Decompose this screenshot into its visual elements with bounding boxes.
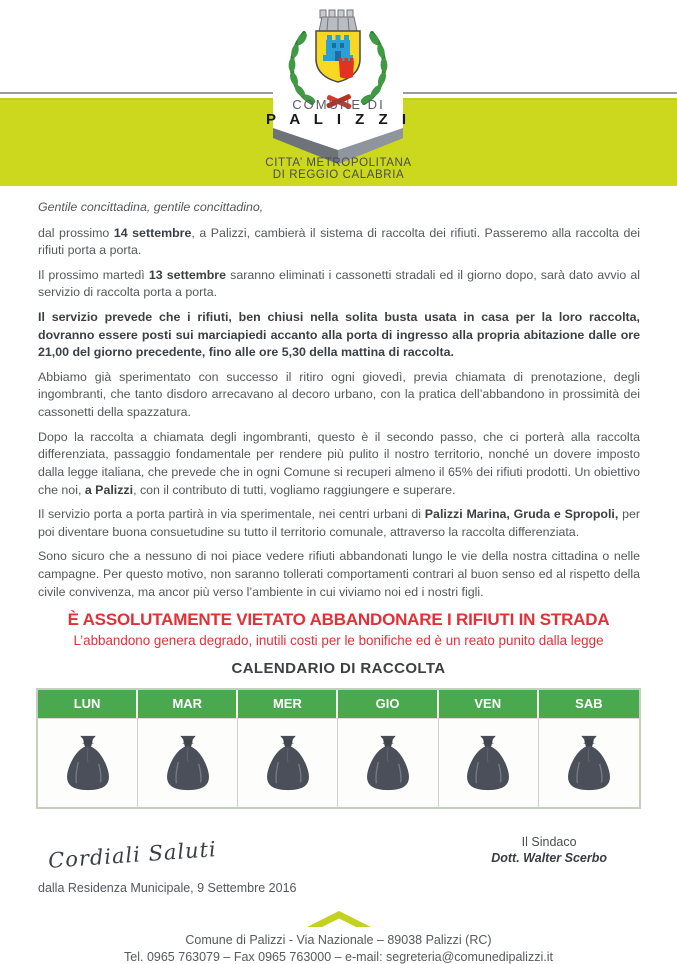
metropolitan-city-line1: CITTA’ METROPOLITANA xyxy=(265,157,412,169)
letter-paragraph: Il servizio porta a porta partirà in via sperimentale, nei centri urbani di Palizzi Marina, Gruda e Spropoli, per poi diventare buona consuetudine su tutto il territorio comunale, attraverso la raccolta differenziata. xyxy=(38,507,640,539)
footer-address: Comune di Palizzi - Via Nazionale – 89038 Palizzi (RC) xyxy=(185,933,492,948)
letter-body xyxy=(38,225,640,602)
trash-bag-icon xyxy=(59,733,117,793)
mayor-role: Il Sindaco xyxy=(521,835,577,850)
place-and-date: dalla Residenza Municipale, 9 Settembre 2016 xyxy=(38,881,297,896)
footer xyxy=(0,911,677,964)
calendar-day-header: LUN xyxy=(38,690,138,718)
municipality-label: COMUNE DI xyxy=(292,97,385,112)
letter-paragraph: Il prossimo martedì 13 settembre saranno eliminati i cassonetti stradali ed il giorno dopo, sarà dato avvio al servizio di raccolta porta a porta. xyxy=(38,267,640,300)
mayor-block xyxy=(491,835,607,865)
trash-bag-icon xyxy=(560,733,618,793)
calendar-day-cell xyxy=(338,719,438,807)
header xyxy=(0,0,677,186)
calendar-day-cell xyxy=(38,719,138,807)
warning-title: È ASSOLUTAMENTE VIETATO ABBANDONARE I RIFIUTI IN STRADA xyxy=(67,610,610,630)
letter-body-section xyxy=(38,199,640,601)
trash-bag-icon xyxy=(159,733,217,793)
letter-paragraph: Abbiamo già sperimentato con successo il ritiro ogni giovedì, previa chiamata di prenotazione, degli ingombranti, che tanto disdoro arrecavano al decoro urbano, con la pratica dell’abbandono in prossimità dei cassonetti della spazzatura. xyxy=(38,369,640,420)
metropolitan-city-line2: DI REGGIO CALABRIA xyxy=(272,169,405,181)
calendar-day-cell xyxy=(138,719,238,807)
letter-paragraph: Sono sicuro che a nessuno di noi piace vedere rifiuti abbandonati lungo le vie della nostra cittadina o nelle campagne. Per questo motivo, non saranno tollerati comportamenti contrari al buon senso ed al rispetto della civile convivenza, ma ancor più verso l’ambiente in cui viviamo noi ed i nostri figli. xyxy=(38,549,640,599)
signature-row xyxy=(47,835,607,874)
calendar-day-header: SAB xyxy=(539,690,639,718)
calendar-day-cell xyxy=(238,719,338,807)
footer-contacts: Tel. 0965 763079 – Fax 0965 763000 – e-mail: segreteria@comunedipalizzi.it xyxy=(124,950,553,964)
letter-paragraph: dal prossimo 14 settembre, a Palizzi, cambierà il sistema di raccolta dei rifiuti. Passeremo alla raccolta dei rifiuti porta a porta. xyxy=(38,225,641,258)
greeting: Gentile concittadina, gentile concittadino, xyxy=(38,200,264,214)
trash-bag-icon xyxy=(459,733,517,793)
calendar-title: CALENDARIO DI RACCOLTA xyxy=(231,660,446,678)
calendar-day-header: MER xyxy=(238,690,338,718)
chevron-up-icon xyxy=(307,911,371,928)
calendar-day-header: MAR xyxy=(138,690,238,718)
warning-subtitle: L’abbandono genera degrado, inutili costi per le bonifiche ed è un reato punito dalla legge xyxy=(73,633,604,649)
municipality-name: P A L I Z Z I xyxy=(265,111,411,128)
letter-paragraph: Dopo la raccolta a chiamata degli ingombranti, questo è il secondo passo, che ci porterà alla raccolta differenziata, passaggio fondamentale per rendere più pulito il nostro territorio, nonché un dovere imposto dalla legge italiana, che prevede che in ogni Comune si recuperi almeno il 65% dei rifiuti prodotti. Un obiettivo che noi, a Palizzi, con il contributo di tutti, vogliamo raggiungere e superare. xyxy=(38,429,640,497)
calendar-day-cell xyxy=(439,719,539,807)
trash-bag-icon xyxy=(259,733,317,793)
calendar-icon-row xyxy=(38,718,639,807)
calendar-day-header: GIO xyxy=(338,690,438,718)
letter-paragraph: Il servizio prevede che i rifiuti, ben chiusi nella solita busta usata in casa per la loro raccolta, dovranno essere posti sui marciapiedi accanto alla porta di ingresso alla propria abitazione dalle ore 21,00 del giorno precedente, fino alle ore 5,30 della mattina di raccolta. xyxy=(38,310,640,360)
calendar-day-header: VEN xyxy=(439,690,539,718)
mayor-name: Dott. Walter Scerbo xyxy=(491,851,607,866)
handwritten-signature: Cordiali Saluti xyxy=(47,837,218,874)
calendar-day-cell xyxy=(539,719,639,807)
trash-bag-icon xyxy=(359,733,417,793)
calendar-table xyxy=(36,688,641,809)
calendar-header-row xyxy=(38,690,639,718)
